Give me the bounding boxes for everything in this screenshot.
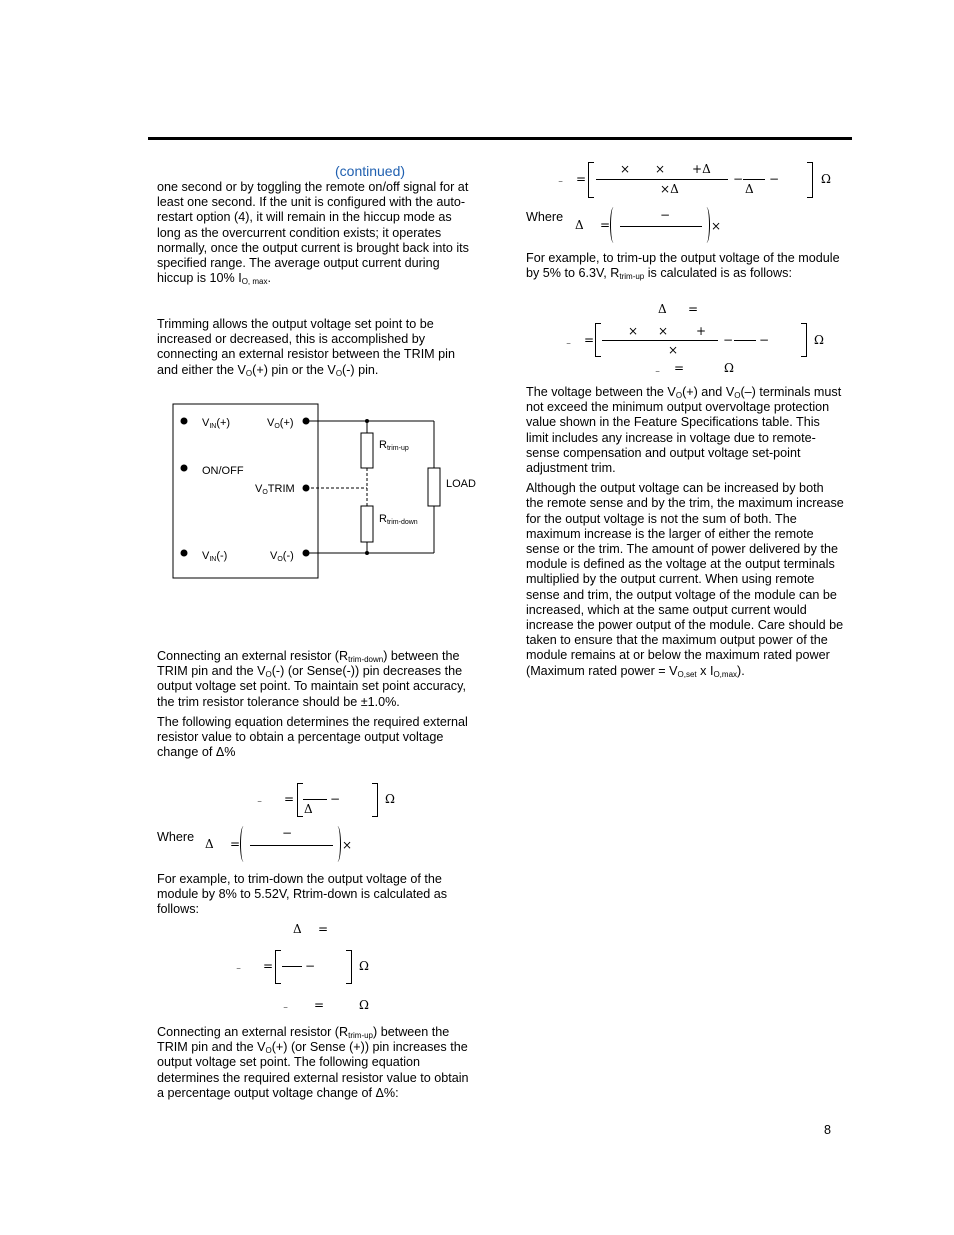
pin-vin-plus [181, 418, 188, 425]
page-number: 8 [824, 1123, 832, 1137]
left-para-example-down: For example, to trim-down the output voltage of the module by 8% to 5.52V, Rtrim-down is calculated as follows: [157, 872, 448, 917]
load-resistor [428, 468, 440, 506]
rtrim-up-resistor [361, 433, 373, 468]
header-rule [148, 137, 852, 140]
label-onoff: ON/OFF [202, 465, 244, 477]
continued-label: (continued) [335, 163, 406, 179]
left-where-label: Where [157, 830, 195, 844]
label-vo-minus: VO(-) [270, 550, 294, 563]
right-para-ovp: The voltage between the $V_O(+)$ and $V_O(-)$ terminals must not exceed the minimum output overvoltage protection value shown in the Feature Specifications table. This limit includes any increase in voltage due to remote-sense compensation and output voltage set-point adjustment trim. Although the output voltage can be increased by both the remote sense and by the trim, the maximum increase for the output voltage is not the sum of both. The maximum increase is the larger of either the remote sense or the trim. The amount of power delivered by the module is defined as the voltage at the output terminals multiplied by the output current. When using remote sense and trim, the output voltage of the module can be increased, which at the same output current would increase the power output of the module. Care should be taken to ensure that the maximum output power of the module remains at or below the maximum rated power (Maximum rated power = $V_{O,set}$ x $I_{O,max}$). [526, 385, 844, 679]
label-load: LOAD [446, 478, 476, 490]
left-para-equation-intro: The following equation determines the required external resistor value to obtain a percentage output voltage change of Δ% [157, 714, 468, 760]
left-para-trim-up: Connecting an external resistor $(R_{trim-up})$ between the TRIM pin and the $V_O(+)$ (or Sense (+)) pin increases the output voltage set point. The following equation determines the required external resistor value to obtain a percentage output voltage change of Δ%: [157, 1025, 469, 1100]
label-votrim: VOTRIM [255, 483, 295, 496]
label-vin-plus: VIN(+) [202, 417, 231, 430]
left-para-trim-down: Connecting an external resistor $(R_{trim-down})$ between the TRIM pin and the $V_O(-)$ (or Sense(-)) pin decreases the output voltage set point. To maintain set point accuracy, the trim resistor tolerance should be ±1.0%. The following equation determines the required external resistor value to obtain a percentage output voltage change of Δ% [157, 649, 475, 765]
right-para-max-increase: Although the output voltage can be increased by both the remote sense and by the trim, the maximum increase for the output voltage is not the sum of both. The maximum increase is the larger of either the remote sense or the trim. The amount of power delivered by the module is defined as the voltage at the output terminals multiplied by the output current. When using remote sense and trim, the output voltage of the module can be increased, which at the same output current would increase the power output of the module. Care should be taken to ensure that the maximum output power of the module remains at or below the maximum rated power (Maximum rated power = $V_{O,set}$ x $I_{O,max}$). [526, 481, 844, 679]
pin-onoff [181, 465, 188, 472]
right-para-example-up: For example, to trim-up the output voltage of the module by 5% to 6.3V, $R_{trim-up}$ is calculated is as follows: [526, 251, 840, 282]
trim-circuit-diagram [160, 400, 490, 585]
module-box [173, 404, 318, 578]
label-rtrim-up: Rtrim-up [379, 439, 409, 452]
label-rtrim-down: Rtrim-down [379, 513, 418, 526]
left-para-trimming: Trimming allows the output voltage set point to be increased or decreased, this is accomplished by connecting an external resistor between the TRIM pin and either the $V_O(+)$ pin or the $V_O(-)$ pin. [157, 317, 455, 378]
pin-vin-minus [181, 550, 188, 557]
right-where-label: Where [526, 210, 564, 224]
label-vo-plus: VO(+) [267, 417, 294, 430]
label-vin-minus: VIN(-) [202, 550, 228, 563]
rtrim-down-resistor [361, 506, 373, 542]
left-para-overcurrent: one second or by toggling the remote on/off signal for at least one second. If the unit is configured with the auto-restart option (4), it will remain in the hiccup mode as long as the overcurrent condition exists; it operates normally, once the output current is brought back into its specified range. The average output current during hiccup is 10% $I_{O, max}$. [157, 180, 469, 287]
